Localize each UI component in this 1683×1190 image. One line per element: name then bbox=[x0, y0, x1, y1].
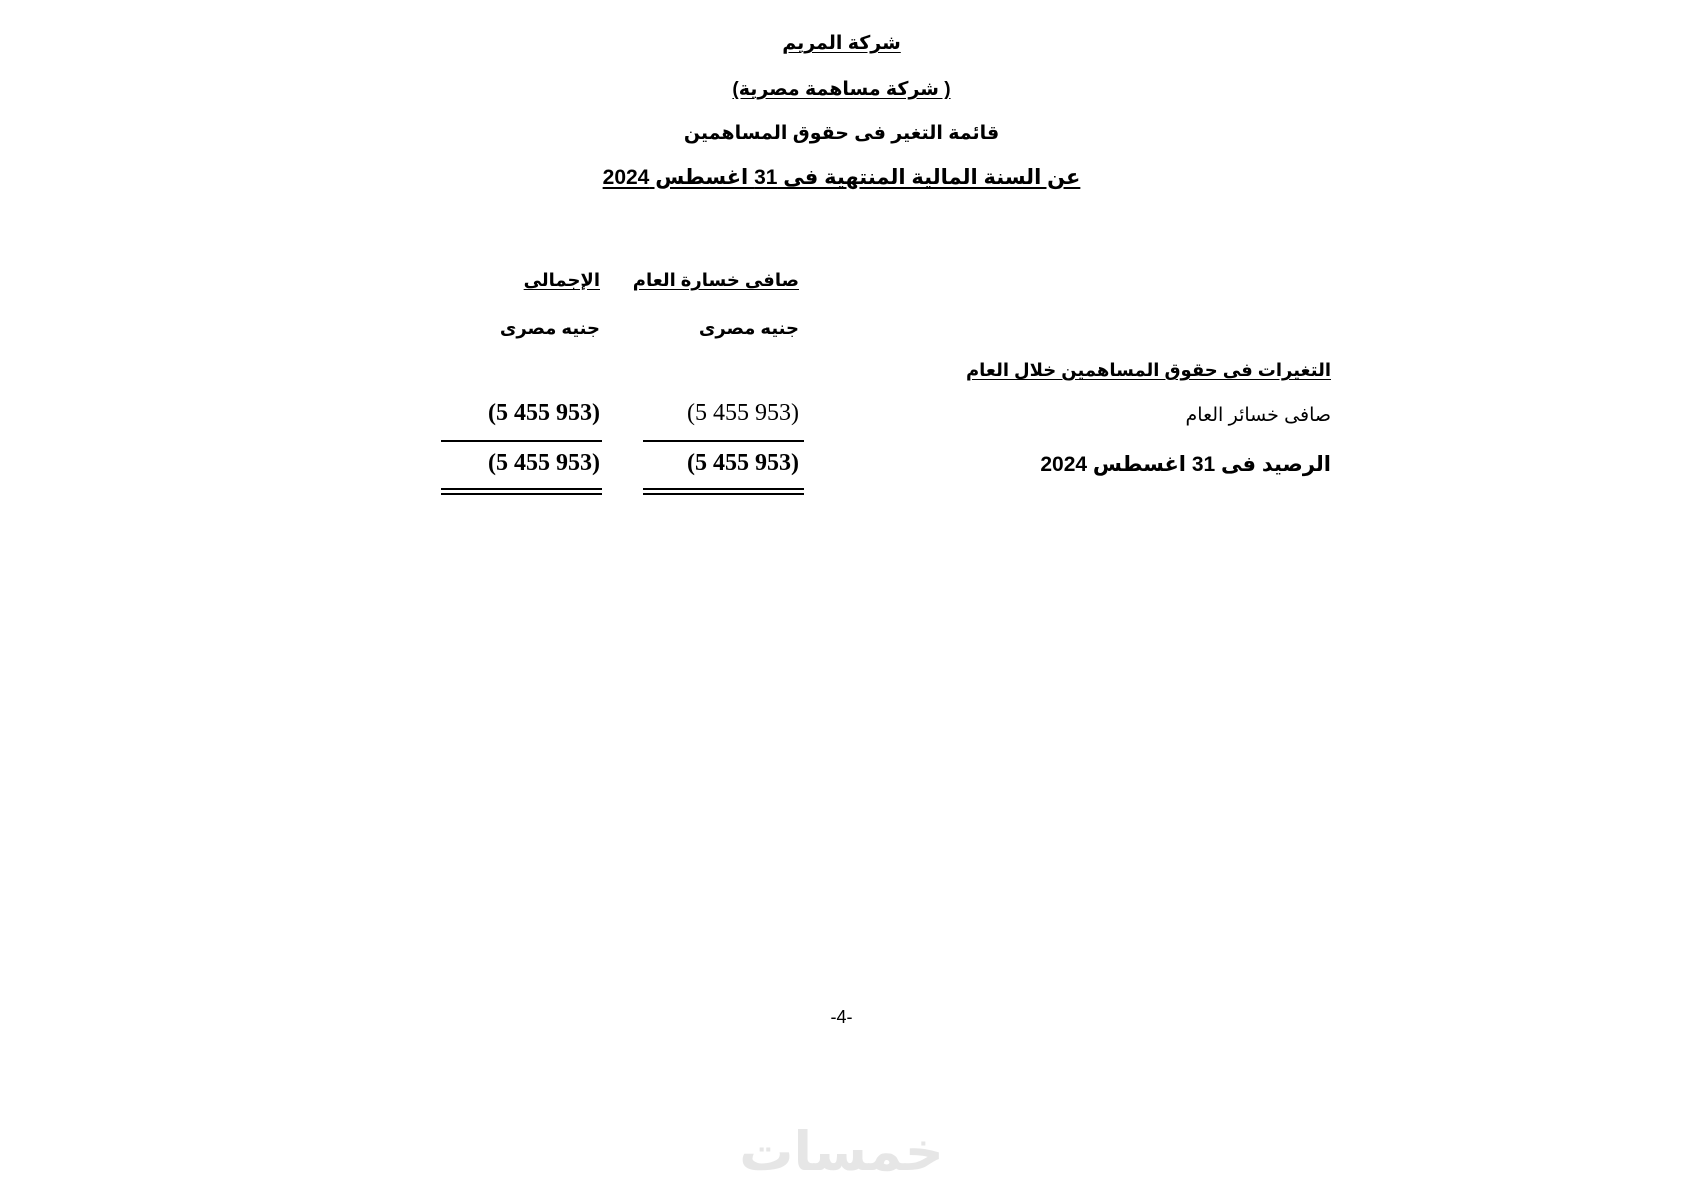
total-double-rule-net-loss bbox=[643, 488, 804, 495]
subtotal-rule-total bbox=[441, 440, 602, 442]
column-currency-total: جنيه مصرى bbox=[499, 318, 600, 338]
row-label-balance: الرصيد فى 31 اغسطس 2024 bbox=[1040, 453, 1331, 476]
company-type: ( شركة مساهمة مصرية) bbox=[732, 79, 951, 100]
section-title: التغيرات فى حقوق المساهمين خلال العام bbox=[965, 360, 1331, 380]
page-number: -4- bbox=[830, 1007, 853, 1027]
column-title-total: الإجمالى bbox=[523, 270, 600, 290]
column-currency-net-loss: جنيه مصرى bbox=[698, 318, 799, 338]
total-double-rule-total bbox=[441, 488, 602, 495]
balance-net-loss-value: (5 455 953) bbox=[687, 450, 799, 476]
subtotal-rule-net-loss bbox=[643, 440, 804, 442]
row-label-net-loss: صافى خسائر العام bbox=[1185, 405, 1331, 426]
row-total-value: (5 455 953) bbox=[488, 400, 600, 426]
statement-period: عن السنة المالية المنتهية فى 31 اغسطس 2024 bbox=[602, 166, 1081, 189]
watermark-logo: خمسات bbox=[739, 1122, 944, 1182]
column-title-net-loss: صافى خسارة العام bbox=[632, 270, 799, 290]
row-net-loss-value: (5 455 953) bbox=[687, 400, 799, 426]
balance-total-value: (5 455 953) bbox=[488, 450, 600, 476]
company-name: شركة المريم bbox=[782, 33, 901, 54]
statement-title: قائمة التغير فى حقوق المساهمين bbox=[683, 123, 1000, 144]
